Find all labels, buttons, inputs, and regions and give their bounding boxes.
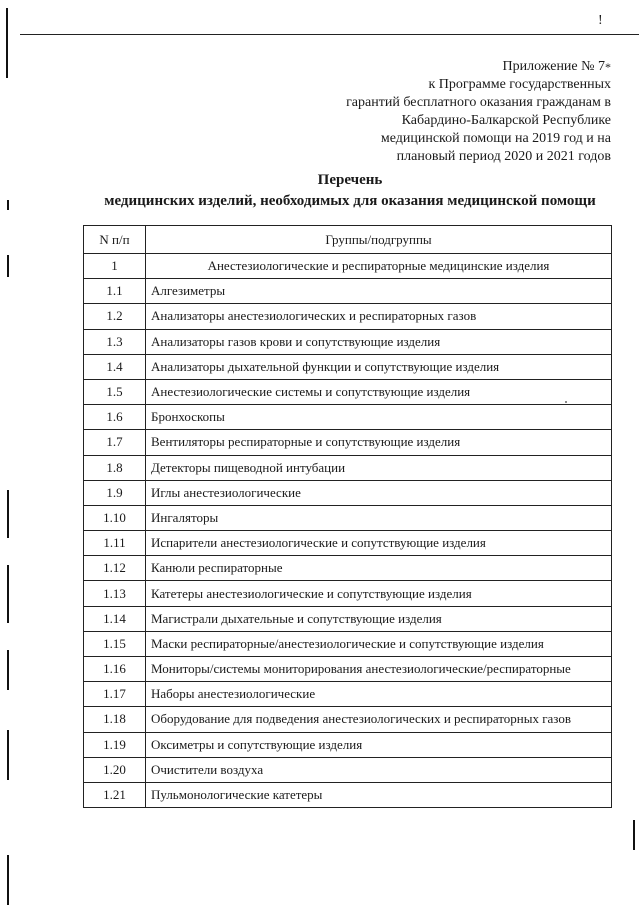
table-row xyxy=(84,304,612,329)
row-number: 1.16 xyxy=(84,657,146,682)
row-group-name: Анализаторы дыхательной функции и сопутствующие изделия xyxy=(146,354,612,379)
row-number: 1.13 xyxy=(84,581,146,606)
row-number: 1.20 xyxy=(84,757,146,782)
table-row xyxy=(84,657,612,682)
row-number: 1.17 xyxy=(84,682,146,707)
table-row xyxy=(84,606,612,631)
row-group-name: Магистрали дыхательные и сопутствующие изделия xyxy=(146,606,612,631)
table-row xyxy=(84,279,612,304)
column-header-number: N п/п xyxy=(84,226,146,254)
table-row xyxy=(84,707,612,732)
table-row xyxy=(84,631,612,656)
scan-artifact xyxy=(7,200,9,210)
appendix-number: Приложение № 7* xyxy=(502,59,611,74)
devices-table xyxy=(83,225,612,808)
table-row xyxy=(84,455,612,480)
corner-mark: ! xyxy=(598,13,603,28)
header-line: к Программе государственных xyxy=(428,77,611,92)
row-group-name: Алгезиметры xyxy=(146,279,612,304)
row-number: 1 xyxy=(84,254,146,279)
row-group-name: Анестезиологические системы и сопутствующие изделия xyxy=(146,379,612,404)
row-group-name: Ингаляторы xyxy=(146,505,612,530)
column-header-groups: Группы/подгруппы xyxy=(146,226,612,254)
row-group-name: Анализаторы анестезиологических и респираторных газов xyxy=(146,304,612,329)
header-line: Кабардино-Балкарской Республике xyxy=(401,113,611,128)
row-number: 1.4 xyxy=(84,354,146,379)
row-group-name: Детекторы пищеводной интубации xyxy=(146,455,612,480)
table-row xyxy=(84,782,612,807)
row-number: 1.1 xyxy=(84,279,146,304)
scan-artifact xyxy=(7,255,9,277)
scan-speck xyxy=(565,401,567,403)
row-number: 1.18 xyxy=(84,707,146,732)
table-row xyxy=(84,379,612,404)
table-row xyxy=(84,682,612,707)
scan-artifact xyxy=(6,8,8,78)
row-number: 1.19 xyxy=(84,732,146,757)
table-row xyxy=(84,430,612,455)
table-row xyxy=(84,757,612,782)
scan-artifact xyxy=(7,565,9,623)
row-number: 1.12 xyxy=(84,556,146,581)
row-group-name: Мониторы/системы мониторирования анестезиологические/респираторные xyxy=(146,657,612,682)
document-title xyxy=(60,170,639,212)
row-group-name: Наборы анестезиологические xyxy=(146,682,612,707)
scan-artifact xyxy=(7,650,9,690)
row-number: 1.14 xyxy=(84,606,146,631)
top-rule xyxy=(20,34,639,35)
table-row xyxy=(84,329,612,354)
row-group-name: Пульмонологические катетеры xyxy=(146,782,612,807)
title-line: медицинских изделий, необходимых для оказания медицинской помощи xyxy=(104,193,596,209)
table-row xyxy=(84,405,612,430)
row-number: 1.11 xyxy=(84,531,146,556)
row-group-name: Бронхоскопы xyxy=(146,405,612,430)
header-line: гарантий бесплатного оказания гражданам в xyxy=(346,95,611,110)
header-line: медицинской помощи на 2019 год и на xyxy=(380,131,611,146)
row-number: 1.21 xyxy=(84,782,146,807)
scan-artifact xyxy=(7,730,9,780)
table-body xyxy=(84,254,612,808)
table-row xyxy=(84,531,612,556)
appendix-header xyxy=(291,58,611,166)
row-group-name: Вентиляторы респираторные и сопутствующие изделия xyxy=(146,430,612,455)
row-number: 1.9 xyxy=(84,480,146,505)
row-group-name: Очистители воздуха xyxy=(146,757,612,782)
table-row xyxy=(84,732,612,757)
table-row xyxy=(84,505,612,530)
row-number: 1.8 xyxy=(84,455,146,480)
row-group-name: Анестезиологические и респираторные медицинские изделия xyxy=(146,254,612,279)
row-group-name: Оборудование для подведения анестезиологических и респираторных газов xyxy=(146,707,612,732)
scan-artifact xyxy=(7,490,9,538)
row-group-name: Иглы анестезиологические xyxy=(146,480,612,505)
row-number: 1.10 xyxy=(84,505,146,530)
row-number: 1.7 xyxy=(84,430,146,455)
table-row xyxy=(84,254,612,279)
table-row xyxy=(84,581,612,606)
row-number: 1.2 xyxy=(84,304,146,329)
scan-artifact xyxy=(633,820,635,850)
table-row xyxy=(84,354,612,379)
scan-artifact xyxy=(7,855,9,905)
row-number: 1.5 xyxy=(84,379,146,404)
table-row xyxy=(84,556,612,581)
row-number: 1.3 xyxy=(84,329,146,354)
title-line: Перечень xyxy=(317,172,383,188)
row-group-name: Испарители анестезиологические и сопутствующие изделия xyxy=(146,531,612,556)
row-group-name: Маски респираторные/анестезиологические и сопутствующие изделия xyxy=(146,631,612,656)
row-group-name: Анализаторы газов крови и сопутствующие изделия xyxy=(146,329,612,354)
row-group-name: Катетеры анестезиологические и сопутствующие изделия xyxy=(146,581,612,606)
row-group-name: Канюли респираторные xyxy=(146,556,612,581)
table-row xyxy=(84,480,612,505)
row-number: 1.15 xyxy=(84,631,146,656)
row-group-name: Оксиметры и сопутствующие изделия xyxy=(146,732,612,757)
table-header-row xyxy=(84,226,612,254)
asterisk-mark: * xyxy=(605,60,611,74)
header-line: плановый период 2020 и 2021 годов xyxy=(396,149,611,164)
row-number: 1.6 xyxy=(84,405,146,430)
